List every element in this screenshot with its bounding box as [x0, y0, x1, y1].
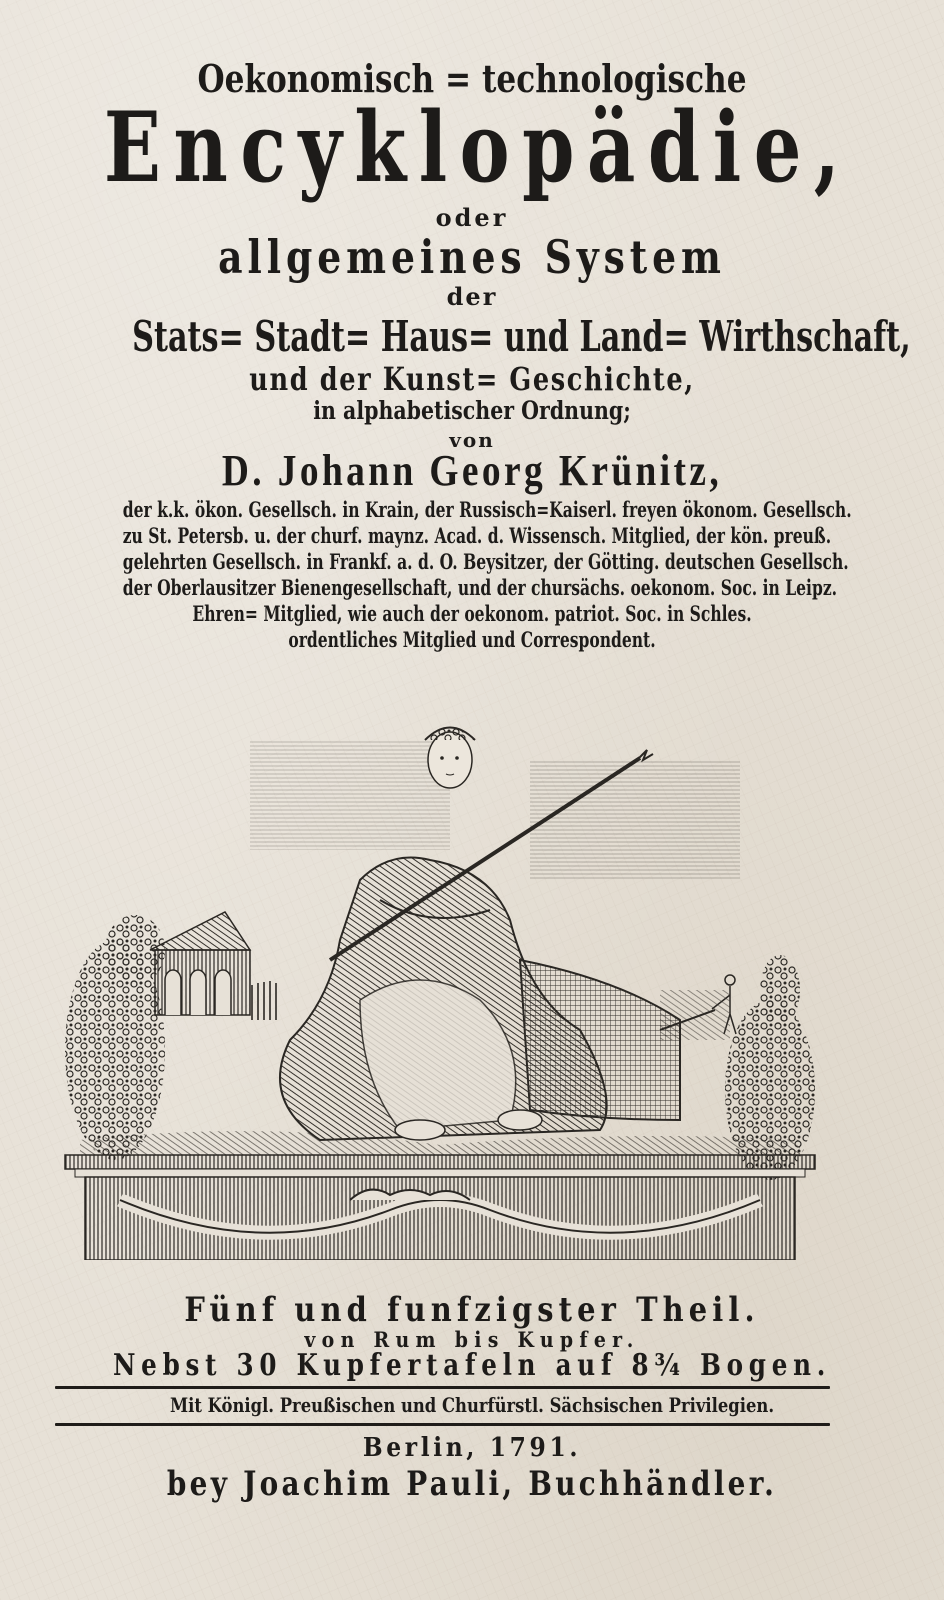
credential-line: Ehren= Mitglied, wie auch der oekonom. patriot. Soc. in Schles. — [192, 601, 752, 626]
alt-title: allgemeines System — [218, 230, 726, 284]
article: der — [446, 282, 498, 311]
sky-hatching — [250, 740, 740, 880]
pedestal — [65, 1155, 815, 1260]
divider-rule — [55, 1386, 830, 1389]
credential-line: zu St. Petersb. u. der churf. maynz. Acad. d. Wissensch. Mitglied, der kön. preuß. — [122, 523, 832, 548]
credential-line: ordentliches Mitglied und Correspondent. — [288, 627, 656, 652]
history-line: und der Kunst= Geschichte, — [249, 360, 695, 398]
domains-line: Stats= Stadt= Haus= und Land= Wirthschaft, — [132, 312, 911, 361]
order-line: in alphabetischer Ordnung; — [313, 396, 631, 425]
credential-line: der k.k. ökon. Gesellsch. in Krain, der Russisch=Kaiserl. freyen ökonom. Gesellsch. — [122, 497, 852, 522]
author-name: D. Johann Georg Krünitz, — [221, 446, 723, 495]
main-title: Encyklopädie, — [103, 91, 853, 204]
author-credentials — [0, 497, 944, 653]
imprint-publisher: bey Joachim Pauli, Buchhändler. — [166, 1464, 778, 1504]
volume-part: Fünf und funfzigster Theil. — [184, 1290, 760, 1330]
by-line: von — [449, 428, 495, 452]
credential-line: gelehrten Gesellsch. in Frankf. a. d. O. Beysitzer, der Götting. deutschen Gesellsch. — [122, 549, 849, 574]
engraved-vignette — [60, 700, 820, 1260]
scroll-ornament — [350, 1190, 470, 1200]
subtitle: Oekonomisch = technologische — [197, 56, 747, 101]
volume-range: von Rum bis Kupfer. — [304, 1327, 640, 1352]
farmhouse — [150, 912, 276, 1020]
credential-line: der Oberlausitzer Bienengesellschaft, und der chursächs. oekonom. Soc. in Leipz. — [122, 575, 838, 600]
conjunction: oder — [435, 203, 509, 232]
divider-rule — [55, 1423, 830, 1426]
volume-plates: Nebst 30 Kupfertafeln auf 8¾ Bogen. — [112, 1348, 832, 1383]
imprint-place-year: Berlin, 1791. — [362, 1433, 582, 1463]
privilege-line: Mit Königl. Preußischen und Churfürstl. Sächsischen Privilegien. — [169, 1393, 775, 1417]
